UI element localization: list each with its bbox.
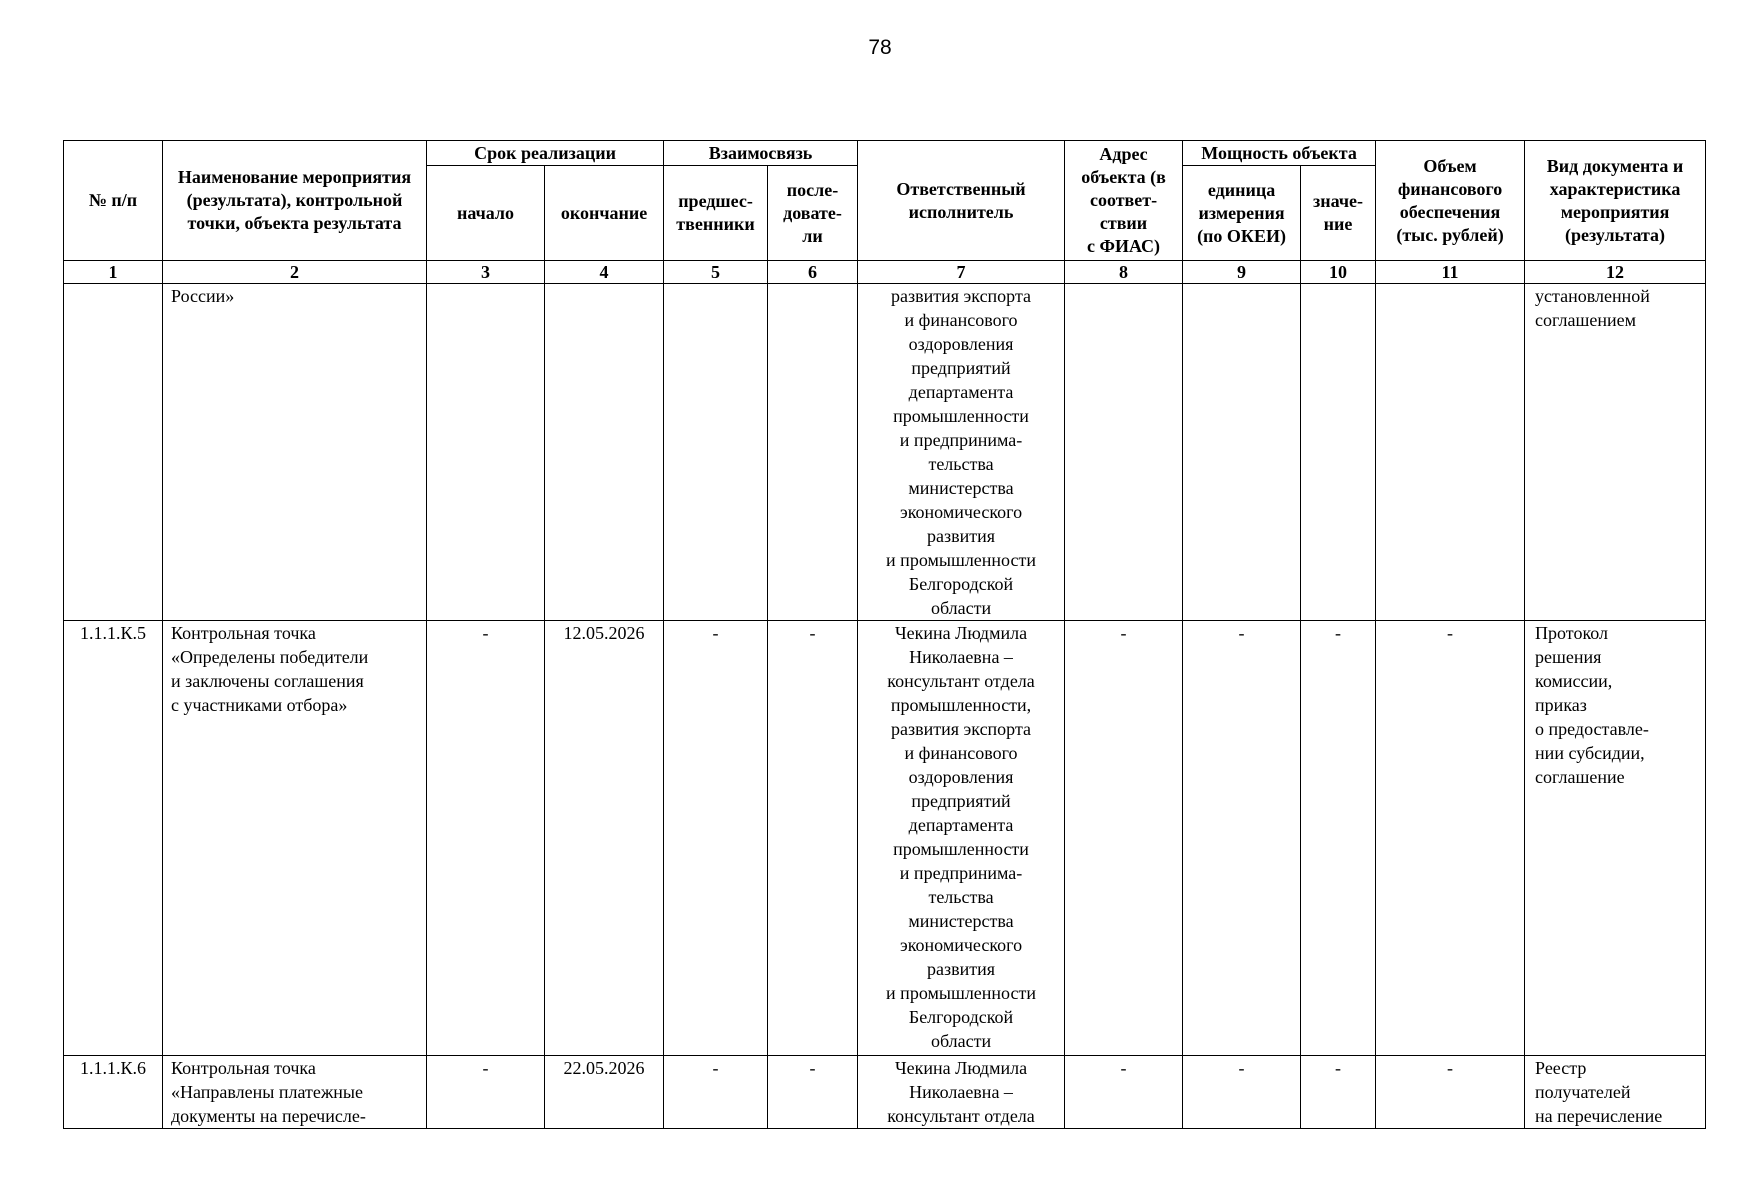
- row-finance: -: [1376, 621, 1525, 1056]
- header-capacity: Мощность объекта: [1183, 141, 1376, 166]
- row-unit: -: [1183, 621, 1301, 1056]
- header-row-1: [64, 141, 1706, 166]
- row-value: -: [1301, 1056, 1376, 1129]
- row-responsible: Чекина Людмила Николаевна – консультант отдела: [858, 1056, 1065, 1129]
- row-num: 1.1.1.К.5: [64, 621, 163, 1056]
- row-start: -: [427, 1056, 545, 1129]
- header-relation-next: после- довате- ли: [768, 166, 858, 261]
- row-start: -: [427, 621, 545, 1056]
- row-address: [1065, 284, 1183, 621]
- row-address: -: [1065, 621, 1183, 1056]
- page-number: 78: [868, 36, 892, 59]
- row-address: -: [1065, 1056, 1183, 1129]
- row-unit: [1183, 284, 1301, 621]
- table-row: [64, 284, 1706, 621]
- column-number: 8: [1065, 261, 1183, 284]
- header-term-end: окончание: [545, 166, 664, 261]
- column-number: 7: [858, 261, 1065, 284]
- column-number: 6: [768, 261, 858, 284]
- row-responsible: Чекина Людмила Николаевна – консультант отдела промышленности, развития экспорта и финансового оздоровления предприятий департамента промышленности и предпринима- тельства министерства экономического развития и промышленности Белгородской области: [858, 621, 1065, 1056]
- header-finance: Объем финансового обеспечения (тыс. рублей): [1376, 141, 1525, 261]
- row-name: Контрольная точка «Направлены платежные документы на перечисле-: [163, 1056, 427, 1129]
- column-number: 11: [1376, 261, 1525, 284]
- header-relation: Взаимосвязь: [664, 141, 858, 166]
- column-number: 5: [664, 261, 768, 284]
- row-pred: -: [664, 1056, 768, 1129]
- header-doc: Вид документа и характеристика мероприятия (результата): [1525, 141, 1706, 261]
- header-relation-pred: предшес- твенники: [664, 166, 768, 261]
- column-number: 1: [64, 261, 163, 284]
- row-end: 12.05.2026: [545, 621, 664, 1056]
- header-capacity-value: значе- ние: [1301, 166, 1376, 261]
- column-number: 10: [1301, 261, 1376, 284]
- row-next: -: [768, 1056, 858, 1129]
- header-term-start: начало: [427, 166, 545, 261]
- row-doc: Протокол решения комиссии, приказ о предоставле- нии субсидии, соглашение: [1525, 621, 1706, 1056]
- row-pred: -: [664, 621, 768, 1056]
- column-number: 4: [545, 261, 664, 284]
- row-finance: -: [1376, 1056, 1525, 1129]
- row-start: [427, 284, 545, 621]
- header-responsible: Ответственный исполнитель: [858, 141, 1065, 261]
- column-number: 12: [1525, 261, 1706, 284]
- row-responsible: развития экспорта и финансового оздоровления предприятий департамента промышленности и предпринима- тельства министерства экономического развития и промышленности Белгородской области: [858, 284, 1065, 621]
- row-next: [768, 284, 858, 621]
- header-capacity-unit: единица измерения (по ОКЕИ): [1183, 166, 1301, 261]
- row-next: -: [768, 621, 858, 1056]
- header-name: Наименование мероприятия (результата), контрольной точки, объекта результата: [163, 141, 427, 261]
- row-num: 1.1.1.К.6: [64, 1056, 163, 1129]
- header-num: № п/п: [64, 141, 163, 261]
- table-row: [64, 621, 1706, 1056]
- row-finance: [1376, 284, 1525, 621]
- row-pred: [664, 284, 768, 621]
- row-name: России»: [163, 284, 427, 621]
- column-number: 2: [163, 261, 427, 284]
- header-term: Срок реализации: [427, 141, 664, 166]
- row-end: [545, 284, 664, 621]
- row-unit: -: [1183, 1056, 1301, 1129]
- row-value: -: [1301, 621, 1376, 1056]
- row-value: [1301, 284, 1376, 621]
- row-name: Контрольная точка «Определены победители и заключены соглашения с участниками отбора»: [163, 621, 427, 1056]
- table-row: [64, 1056, 1706, 1129]
- row-num: [64, 284, 163, 621]
- plan-table: [63, 140, 1706, 1129]
- column-number: 3: [427, 261, 545, 284]
- header-address: Адрес объекта (в соответ- ствии с ФИАС): [1065, 141, 1183, 261]
- row-doc: установленной соглашением: [1525, 284, 1706, 621]
- row-end: 22.05.2026: [545, 1056, 664, 1129]
- column-number: 9: [1183, 261, 1301, 284]
- row-doc: Реестр получателей на перечисление: [1525, 1056, 1706, 1129]
- column-numbers-row: [64, 261, 1706, 284]
